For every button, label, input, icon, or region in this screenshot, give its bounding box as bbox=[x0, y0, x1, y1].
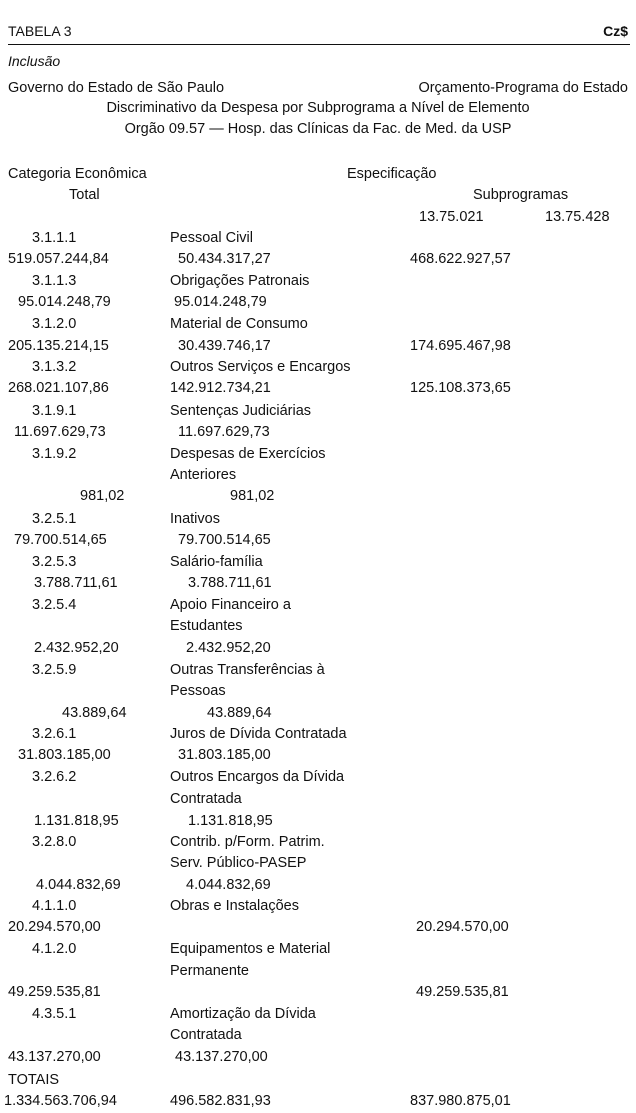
row-total: 43.137.270,00 bbox=[8, 1049, 101, 1065]
row-description: Outros Serviços e Encargos bbox=[170, 359, 351, 375]
row-subprogram-1-value: 43.889,64 bbox=[207, 705, 272, 721]
row-description: Amortização da Dívida bbox=[170, 1006, 316, 1022]
row-total: 31.803.185,00 bbox=[18, 747, 111, 763]
column-subprogram-2: 13.75.428 bbox=[545, 209, 610, 225]
budget-program-label: Orçamento-Programa do Estado bbox=[418, 80, 628, 96]
row-subprogram-2-value: 468.622.927,57 bbox=[410, 251, 511, 267]
row-description-continued: Pessoas bbox=[170, 683, 226, 699]
row-code: 4.1.1.0 bbox=[32, 898, 77, 914]
row-code: 3.2.6.1 bbox=[32, 726, 77, 742]
row-description-continued: Serv. Público-PASEP bbox=[170, 855, 307, 871]
column-subprograms: Subprogramas bbox=[473, 187, 569, 203]
grand-total: 1.334.563.706,94 bbox=[4, 1093, 117, 1109]
row-description: Juros de Dívida Contratada bbox=[170, 726, 347, 742]
row-description-continued: Permanente bbox=[170, 963, 249, 979]
column-specification: Especificação bbox=[347, 166, 437, 182]
row-description: Outras Transferências à bbox=[170, 662, 325, 678]
row-description: Material de Consumo bbox=[170, 316, 308, 332]
row-description: Despesas de Exercícios bbox=[170, 446, 326, 462]
row-description: Apoio Financeiro a bbox=[170, 597, 291, 613]
subprogram-1-total: 496.582.831,93 bbox=[170, 1093, 271, 1109]
row-total: 4.044.832,69 bbox=[36, 877, 121, 893]
table-label: TABELA 3 bbox=[8, 23, 72, 39]
row-description: Inativos bbox=[170, 511, 220, 527]
row-code: 3.2.5.1 bbox=[32, 511, 77, 527]
row-total: 981,02 bbox=[80, 488, 125, 504]
row-description: Pessoal Civil bbox=[170, 230, 253, 246]
row-subprogram-1-value: 2.432.952,20 bbox=[186, 640, 271, 656]
row-description: Obras e Instalações bbox=[170, 898, 299, 914]
row-description: Obrigações Patronais bbox=[170, 273, 310, 289]
row-subprogram-1-value: 43.137.270,00 bbox=[175, 1049, 268, 1065]
row-code: 3.2.8.0 bbox=[32, 834, 77, 850]
row-description: Outros Encargos da Dívida bbox=[170, 769, 345, 785]
row-description-continued: Anteriores bbox=[170, 467, 237, 483]
row-subprogram-2-value: 20.294.570,00 bbox=[416, 919, 509, 935]
row-total: 11.697.629,73 bbox=[14, 424, 106, 440]
row-subprogram-1-value: 30.439.746,17 bbox=[178, 338, 271, 354]
row-total: 43.889,64 bbox=[62, 705, 127, 721]
row-subprogram-1-value: 142.912.734,21 bbox=[170, 380, 271, 396]
row-code: 4.3.5.1 bbox=[32, 1006, 77, 1022]
organ-label: Orgão 09.57 — Hosp. das Clínicas da Fac. de Med. da USP bbox=[124, 121, 512, 137]
column-subprogram-1: 13.75.021 bbox=[419, 209, 484, 225]
government-name: Governo do Estado de São Paulo bbox=[8, 80, 225, 96]
row-subprogram-1-value: 50.434.317,27 bbox=[178, 251, 271, 267]
document-subtitle: Discriminativo da Despesa por Subprograma a Nível de Elemento bbox=[106, 100, 530, 116]
row-code: 3.1.1.1 bbox=[32, 230, 77, 246]
row-total: 3.788.711,61 bbox=[34, 575, 118, 591]
row-total: 95.014.248,79 bbox=[18, 294, 111, 310]
row-code: 3.2.5.4 bbox=[32, 597, 77, 613]
row-description-continued: Contratada bbox=[170, 791, 242, 807]
row-subprogram-1-value: 981,02 bbox=[230, 488, 275, 504]
currency-label: Cz$ bbox=[603, 23, 628, 39]
row-total: 519.057.244,84 bbox=[8, 251, 109, 267]
row-subprogram-1-value: 95.014.248,79 bbox=[174, 294, 267, 310]
row-subprogram-1-value: 11.697.629,73 bbox=[178, 424, 270, 440]
row-total: 268.021.107,86 bbox=[8, 380, 109, 396]
row-subprogram-2-value: 49.259.535,81 bbox=[416, 984, 509, 1000]
subprogram-2-total: 837.980.875,01 bbox=[410, 1093, 511, 1109]
row-subprogram-1-value: 3.788.711,61 bbox=[188, 575, 272, 591]
row-code: 3.2.6.2 bbox=[32, 769, 77, 785]
row-total: 2.432.952,20 bbox=[34, 640, 119, 656]
section-label: Inclusão bbox=[8, 53, 61, 69]
header-rule bbox=[8, 44, 630, 45]
row-subprogram-1-value: 1.131.818,95 bbox=[188, 813, 273, 829]
row-subprogram-1-value: 79.700.514,65 bbox=[178, 532, 271, 548]
row-total: 79.700.514,65 bbox=[14, 532, 107, 548]
row-subprogram-2-value: 125.108.373,65 bbox=[410, 380, 511, 396]
row-code: 3.2.5.3 bbox=[32, 554, 77, 570]
row-subprogram-2-value: 174.695.467,98 bbox=[410, 338, 511, 354]
row-description: Sentenças Judiciárias bbox=[170, 403, 312, 419]
row-description-continued: Estudantes bbox=[170, 618, 243, 634]
row-subprogram-1-value: 4.044.832,69 bbox=[186, 877, 271, 893]
row-code: 3.1.9.2 bbox=[32, 446, 77, 462]
row-subprogram-1-value: 31.803.185,00 bbox=[178, 747, 271, 763]
column-economic-category: Categoria Econômica bbox=[8, 166, 147, 182]
row-description: Contrib. p/Form. Patrim. bbox=[170, 834, 325, 850]
row-total: 20.294.570,00 bbox=[8, 919, 101, 935]
row-description: Equipamentos e Material bbox=[170, 941, 331, 957]
row-code: 4.1.2.0 bbox=[32, 941, 77, 957]
row-total: 1.131.818,95 bbox=[34, 813, 119, 829]
row-total: 205.135.214,15 bbox=[8, 338, 109, 354]
row-code: 3.2.5.9 bbox=[32, 662, 77, 678]
row-code: 3.1.3.2 bbox=[32, 359, 77, 375]
row-total: 49.259.535,81 bbox=[8, 984, 101, 1000]
row-code: 3.1.2.0 bbox=[32, 316, 77, 332]
row-code: 3.1.1.3 bbox=[32, 273, 77, 289]
row-code: 3.1.9.1 bbox=[32, 403, 77, 419]
row-description-continued: Contratada bbox=[170, 1027, 242, 1043]
row-description: Salário-família bbox=[170, 554, 263, 570]
totals-label: TOTAIS bbox=[8, 1072, 60, 1088]
column-total: Total bbox=[69, 187, 100, 203]
